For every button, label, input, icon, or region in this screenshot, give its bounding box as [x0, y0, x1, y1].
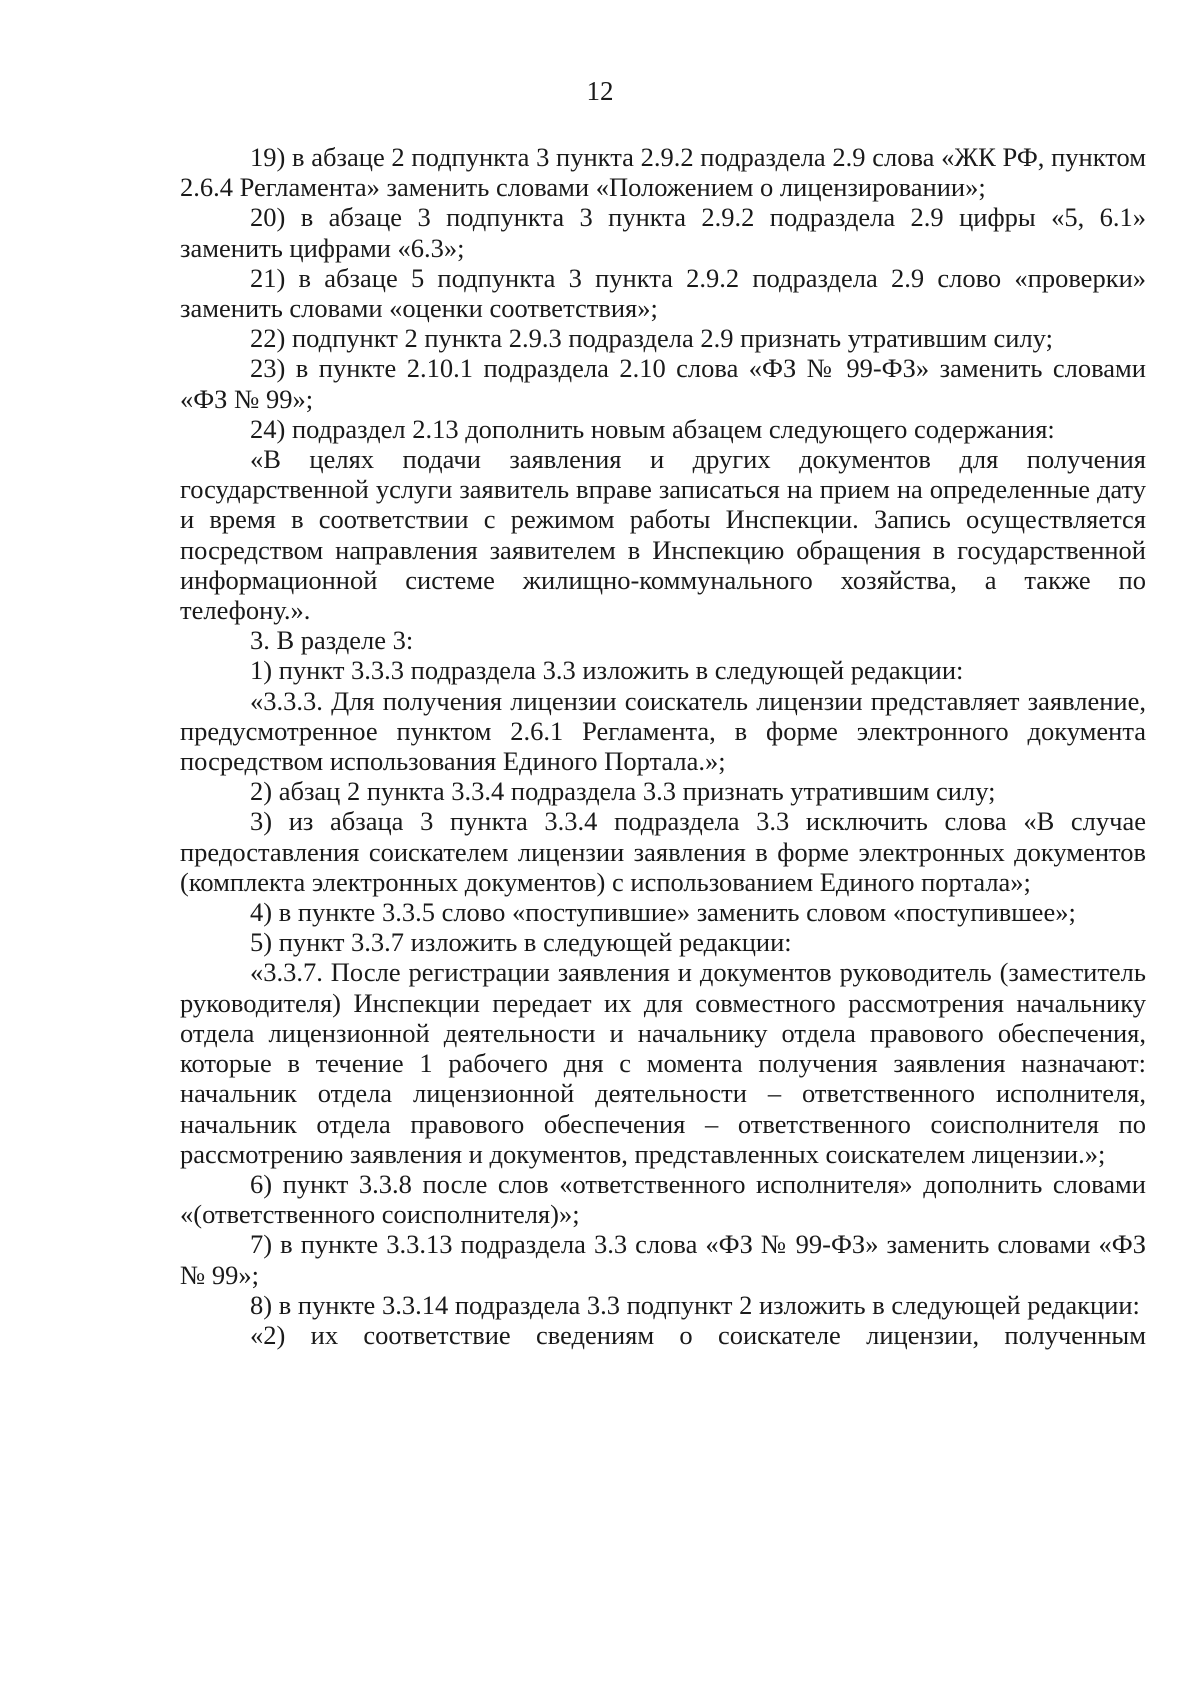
paragraph-item-3-7: 7) в пункте 3.3.13 подраздела 3.3 слова «ФЗ № 99-ФЗ» заменить словами «ФЗ № 99»;	[180, 1229, 1146, 1290]
paragraph-item-3-2: 2) абзац 2 пункта 3.3.4 подраздела 3.3 признать утратившим силу;	[250, 776, 996, 807]
paragraph-item-3-1: 1) пункт 3.3.3 подраздела 3.3 изложить в следующей редакции:	[250, 655, 964, 686]
quoted-amendment-3-3-7: «3.3.7. После регистрации заявления и документов руководитель (заместитель руководителя) Инспекции передает их для совместного рассмотрения начальнику отдела лицензионной деятельности и начальнику отдела правового обеспечения, которые в течение 1 рабочего дня с момента получения заявления назначают: начальник отдела лицензионной деятельности – ответственного исполнителя, начальник отдела правового обеспечения – ответственного соисполнителя по рассмотрению заявления и документов, представленных соискателем лицензии.»;	[180, 957, 1146, 1169]
paragraph-item-3-8: 8) в пункте 3.3.14 подраздела 3.3 подпункт 2 изложить в следующей редакции:	[250, 1289, 1140, 1320]
paragraph-item-23: 23) в пункте 2.10.1 подраздела 2.10 слова «ФЗ № 99-ФЗ» заменить словами «ФЗ № 99»;	[180, 353, 1146, 414]
quoted-amendment-2-13: «В целях подачи заявления и других документов для получения государственной услуги заявитель вправе записаться на прием на определенные дату и время в соответствии с режимом работы Инспекции. Запись осуществляется посредством направления заявителем в Инспекцию обращения в государственной информационной системе жилищно-коммунального хозяйства, а также по телефону.».	[180, 444, 1146, 626]
paragraph-item-3-4: 4) в пункте 3.3.5 слово «поступившие» заменить словом «поступившее»;	[250, 897, 1076, 928]
document-body	[180, 142, 1146, 1350]
paragraph-item-19: 19) в абзаце 2 подпункта 3 пункта 2.9.2 подраздела 2.9 слова «ЖК РФ, пунктом 2.6.4 Регламента» заменить словами «Положением о лицензировании»;	[180, 142, 1146, 203]
paragraph-item-3-3: 3) из абзаца 3 пункта 3.3.4 подраздела 3.3 исключить слова «В случае предоставления соискателем лицензии заявления в форме электронных документов (комплекта электронных документов) с использованием Единого портала»;	[180, 806, 1146, 897]
paragraph-item-3-6: 6) пункт 3.3.8 после слов «ответственного исполнителя» дополнить словами «(ответственного соисполнителя)»;	[180, 1168, 1146, 1230]
page-number: 12	[586, 76, 614, 106]
paragraph-item-3-5: 5) пункт 3.3.7 изложить в следующей редакции:	[250, 927, 792, 958]
paragraph-item-20: 20) в абзаце 3 подпункта 3 пункта 2.9.2 подраздела 2.9 цифры «5, 6.1» заменить цифрами «6.3»;	[180, 202, 1146, 263]
paragraph-item-21: 21) в абзаце 5 подпункта 3 пункта 2.9.2 подраздела 2.9 слово «проверки» заменить словами «оценки соответствия»;	[180, 262, 1146, 324]
section-3-heading: 3. В разделе 3:	[250, 625, 414, 656]
paragraph-item-22: 22) подпункт 2 пункта 2.9.3 подраздела 2.9 признать утратившим силу;	[250, 323, 1053, 354]
paragraph-item-24: 24) подраздел 2.13 дополнить новым абзацем следующего содержания:	[250, 413, 1055, 444]
quoted-amendment-3-3-3: «3.3.3. Для получения лицензии соискатель лицензии представляет заявление, предусмотренное пунктом 2.6.1 Регламента, в форме электронного документа посредством использования Единого Портала.»;	[180, 685, 1146, 777]
quoted-amendment-3-3-14-start: «2) их соответствие сведениям о соискателе лицензии, полученным	[250, 1319, 1146, 1350]
